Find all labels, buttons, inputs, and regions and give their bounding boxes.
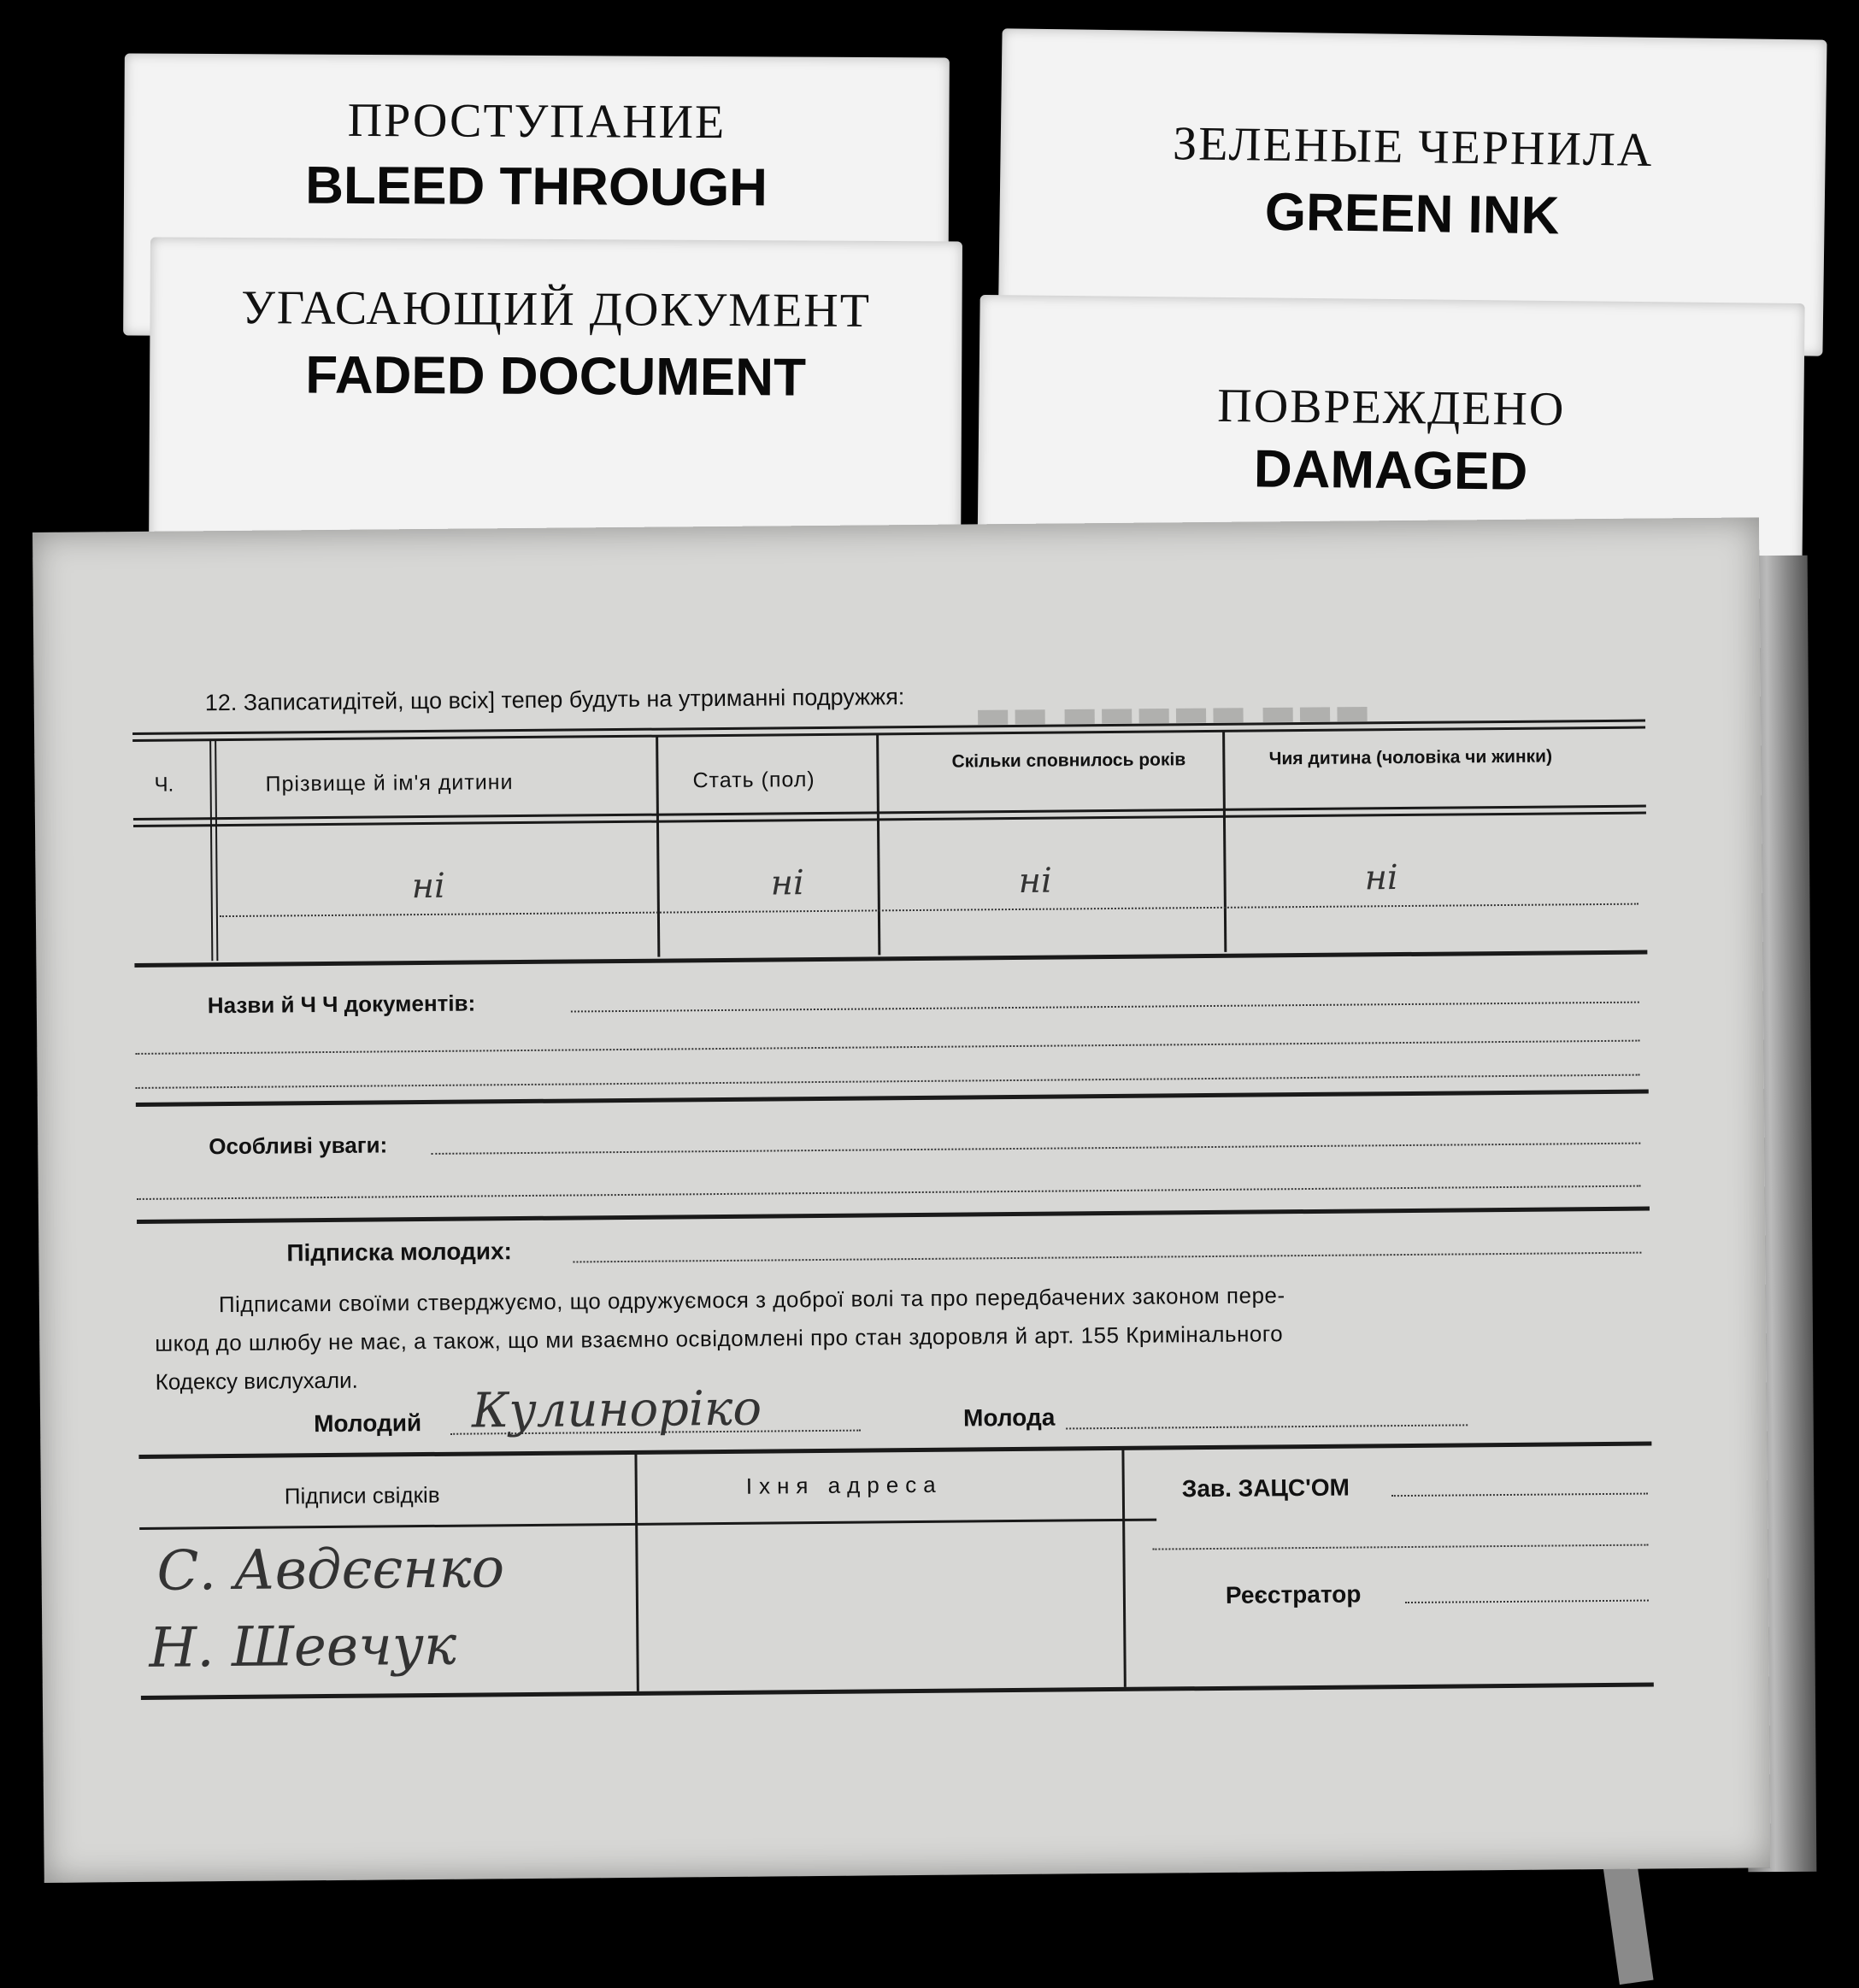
head-line (1152, 1544, 1648, 1550)
table-divider (139, 1519, 1156, 1530)
col-header-parent: Чия дитина (чоловіка чи жинки) (1268, 746, 1553, 769)
documents-line (571, 1002, 1639, 1013)
registrar-line (1405, 1600, 1649, 1603)
table-divider (133, 812, 1646, 827)
card-label-en: DAMAGED (1253, 439, 1528, 502)
card-label-en: BLEED THROUGH (304, 156, 768, 218)
col-sep (209, 740, 218, 961)
card-label-ru: ЗЕЛЕНЫЕ ЧЕРНИЛА (1172, 117, 1654, 177)
col-header-sex: Стать (пол) (692, 768, 815, 793)
witness-signature-1: С. Авдєєнко (156, 1537, 505, 1603)
section-divider (138, 1442, 1651, 1459)
card-label-en: GREEN INK (1264, 182, 1560, 246)
entry-parent: ні (1364, 858, 1398, 898)
col-header-age: Скільки сповнилось років (951, 750, 1186, 772)
section-divider (136, 1090, 1649, 1107)
bottom-border (141, 1682, 1654, 1699)
bleed-through-shadow: ▬▬▬ ▬▬▬▬▬ ▬▬ (974, 687, 1371, 738)
section-12-heading: 12. Записатидітей, що всіх] тепер будуть на утриманні подружжя: (204, 684, 905, 716)
statement-line-2: шкод до шлюбу не має, а також, що ми взаємно освідомлені про стан здоровля й арт. 155 Кримінального (155, 1320, 1284, 1356)
bride-label: Молода (962, 1403, 1056, 1432)
col-sep (1222, 732, 1227, 952)
col-sep (656, 737, 660, 957)
card-label-ru: ПРОСТУПАНИЕ (347, 93, 727, 150)
head-label: Зав. ЗАЦС'ОМ (1181, 1473, 1350, 1503)
entry-name: ні (411, 866, 445, 907)
col-sep (1121, 1448, 1126, 1687)
witness-signature-2: Н. Шевчук (149, 1614, 457, 1680)
remarks-label: Особливі уваги: (209, 1132, 388, 1160)
remarks-line (431, 1143, 1640, 1155)
col-sep (634, 1452, 638, 1691)
documents-line (136, 1074, 1640, 1089)
section-divider (137, 1207, 1650, 1224)
documents-line (135, 1040, 1639, 1055)
address-header: Іхня адреса (745, 1471, 943, 1499)
signature-label: Підписка молодих: (286, 1238, 513, 1267)
documents-label: Назви й Ч Ч документів: (207, 990, 476, 1019)
section-divider (134, 950, 1647, 968)
binding-tab (1603, 1862, 1653, 1985)
col-sep (876, 734, 880, 955)
col-header-number: Ч. (154, 773, 174, 797)
remarks-line (137, 1185, 1641, 1200)
statement-line-3: Кодексу вислухали. (155, 1367, 358, 1395)
card-label-ru: УГАСАЮЩИЙ ДОКУМЕНТ (241, 281, 872, 338)
signature-line (573, 1252, 1641, 1263)
card-label-ru: ПОВРЕЖДЕНО (1217, 379, 1566, 437)
registrar-label: Реєстратор (1225, 1580, 1362, 1609)
card-label-en: FADED DOCUMENT (305, 345, 807, 408)
civil-registry-form (32, 517, 1771, 1883)
entry-sex: ні (770, 863, 804, 903)
divider (132, 726, 1645, 742)
witness-header: Підписи свідків (284, 1481, 440, 1509)
head-line (1391, 1493, 1648, 1497)
groom-label: Молодий (313, 1409, 422, 1438)
statement-line-1: Підписами своїми стверджуємо, що одружуємося з доброї волі та про передбачених законом пере- (218, 1282, 1285, 1318)
bride-line (1066, 1424, 1468, 1429)
entry-age: ні (1018, 861, 1052, 901)
col-header-name: Прізвище й ім'я дитини (265, 770, 514, 797)
label-card-faded-document (149, 238, 962, 567)
groom-signature: Кулиноріко (471, 1380, 762, 1439)
